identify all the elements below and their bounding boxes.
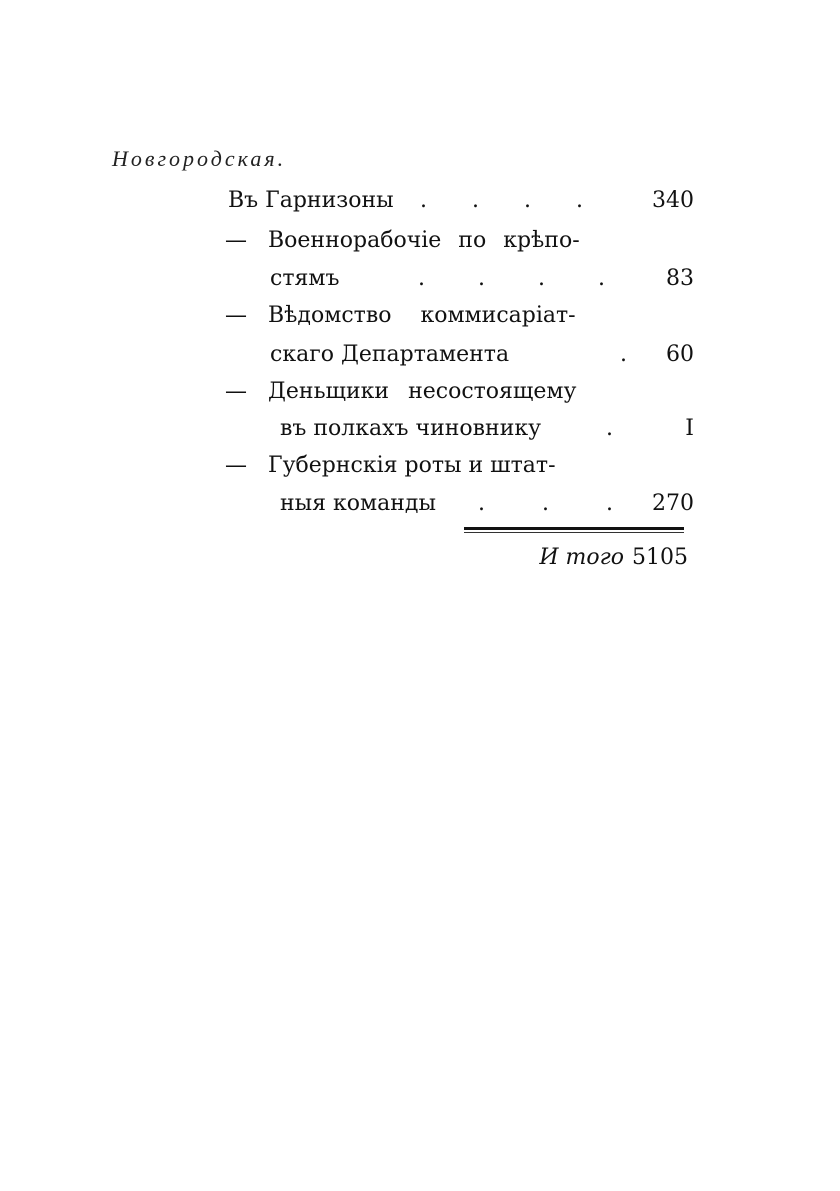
- entry-2-dash: —: [225, 303, 247, 328]
- entry-1-line-1: стямъ: [270, 266, 340, 291]
- entry-4-line-1: ныя команды: [280, 491, 436, 516]
- entry-2-amount: 60: [666, 342, 694, 367]
- entry-0-amount: 340: [652, 188, 694, 213]
- entry-1-amount: 83: [666, 266, 694, 291]
- entry-1-line-0: Военнорабочіе по крѣпо-: [268, 228, 580, 253]
- entry-2-dots: .: [620, 342, 627, 367]
- entry-4-dash: —: [225, 453, 247, 478]
- entry-3-line-1: въ полкахъ чиновнику: [280, 416, 542, 441]
- total-rule-thick: [464, 527, 684, 530]
- total-line: [539, 542, 688, 574]
- entry-1-dash: —: [225, 228, 247, 253]
- entry-0-line-0: Въ Гарнизоны: [228, 188, 394, 213]
- entry-3-amount: I: [685, 416, 694, 441]
- entry-3-dash: —: [225, 379, 247, 404]
- entry-0-dots: . . . .: [420, 188, 583, 213]
- total-amount: 5105: [632, 545, 688, 570]
- total-rule-thin: [464, 532, 684, 533]
- section-heading: Новгородская.: [112, 146, 287, 171]
- total-label: И того: [539, 545, 624, 570]
- entry-2-line-0: Вѣдомство коммисаріат-: [268, 303, 576, 328]
- entry-2-line-1: скаго Департамента: [270, 342, 510, 367]
- entry-3-line-0: Деньщики несостоящему: [268, 379, 577, 404]
- entry-4-line-0: Губернскія роты и штат-: [268, 453, 556, 478]
- entry-4-dots: . . .: [478, 491, 613, 516]
- entry-1-dots: . . . .: [418, 266, 605, 291]
- entry-4-amount: 270: [652, 491, 694, 516]
- entry-3-dots: .: [606, 416, 613, 441]
